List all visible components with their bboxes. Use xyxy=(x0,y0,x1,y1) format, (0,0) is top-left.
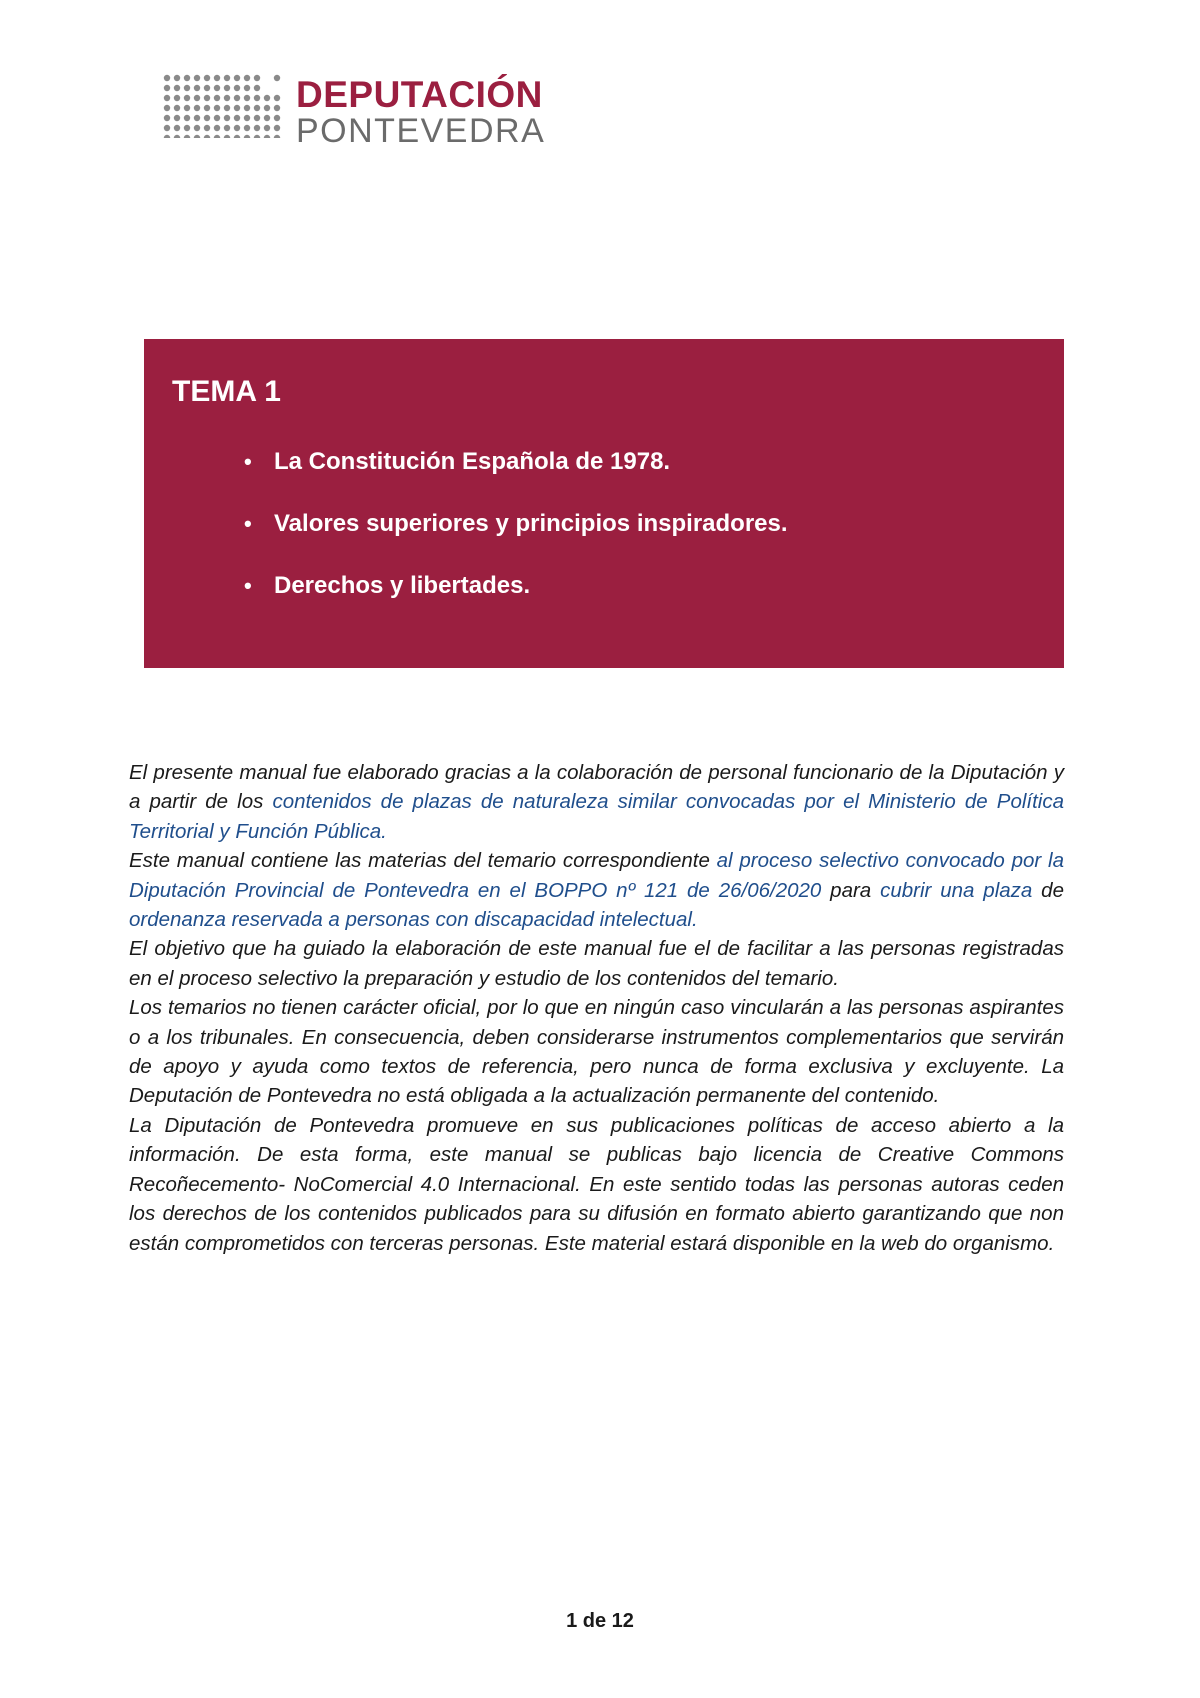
logo-dot xyxy=(264,135,270,138)
logo-dot xyxy=(274,75,280,81)
logo-dot xyxy=(224,75,230,81)
logo-dot xyxy=(234,125,240,131)
logo-dot xyxy=(164,75,170,81)
logo-dot xyxy=(234,85,240,91)
logo-dot xyxy=(174,115,180,121)
logo-dot xyxy=(174,75,180,81)
paragraph-scope xyxy=(129,846,1064,934)
logo-dot xyxy=(244,95,250,101)
link-ministerio-contents[interactable]: contenidos de plazas de naturaleza similar convocadas por el Ministerio de Política Territorial y Función Pública. xyxy=(129,790,1064,843)
tema-topic-label: Valores superiores y principios inspiradores. xyxy=(274,510,788,537)
logo-dot xyxy=(224,125,230,131)
logo-dot xyxy=(164,135,170,138)
logo-dot xyxy=(254,105,260,111)
scope-text-de: de xyxy=(1032,878,1064,902)
logo-dot xyxy=(244,125,250,131)
logo-dot xyxy=(174,85,180,91)
logo-dot xyxy=(194,135,200,138)
logo-dot xyxy=(274,125,280,131)
logo-dot xyxy=(204,85,210,91)
tema-topic-label: Derechos y libertades. xyxy=(274,572,531,599)
logo-dot xyxy=(204,115,210,121)
logo-dot xyxy=(184,85,190,91)
logo-dot xyxy=(264,115,270,121)
logo-dot xyxy=(174,95,180,101)
logo-dot xyxy=(204,135,210,138)
logo-dot xyxy=(164,85,170,91)
logo-dot xyxy=(194,75,200,81)
logo-dot xyxy=(184,95,190,101)
scope-text: Este manual contiene las materias del temario correspondiente xyxy=(129,849,717,873)
paragraph-objective: El objetivo que ha guiado la elaboración de este manual fue el de facilitar a las personas registradas en el proceso selectivo la preparación y estudio de los contenidos del temario. xyxy=(129,937,1064,990)
logo-dot xyxy=(174,135,180,138)
bullet-icon: • xyxy=(244,511,252,536)
logo-dot xyxy=(174,125,180,131)
logo-dot xyxy=(234,75,240,81)
tema-banner xyxy=(144,339,1064,668)
logo-dot xyxy=(244,135,250,138)
logo-dot xyxy=(184,135,190,138)
logo-dot xyxy=(194,125,200,131)
tema-topic-label: La Constitución Española de 1978. xyxy=(274,448,671,475)
paragraph-license: La Diputación de Pontevedra promueve en sus publicaciones políticas de acceso abierto a la información. De esta forma, este manual se publicas bajo licencia de Creative Commons Recoñecemento- NoComercial 4.0 Internacional. En este sentido todas las personas autoras ceden los derechos de los contenidos publicados para su difusión en formato abierto garantizando que non están comprometidos con terceras personas. Este material estará disponible en la web do organismo. xyxy=(129,1113,1064,1255)
tema-topic-item xyxy=(244,447,788,509)
logo-dot xyxy=(184,75,190,81)
dot-grid-logo-icon xyxy=(162,74,286,138)
manual-disclaimer xyxy=(129,758,1064,1258)
logo-dot xyxy=(194,95,200,101)
logo-dot xyxy=(184,115,190,121)
logo-dot xyxy=(274,115,280,121)
logo-dot xyxy=(214,135,220,138)
logo-dot xyxy=(214,95,220,101)
logo-dot xyxy=(234,95,240,101)
logo-dot xyxy=(264,105,270,111)
tema-title: TEMA 1 xyxy=(172,375,281,408)
link-ordenanza[interactable]: ordenanza reservada a personas con discapacidad intelectual. xyxy=(129,908,698,932)
logo-dot xyxy=(214,125,220,131)
link-proceso-selectivo[interactable]: al proceso selectivo convocado por la Diputación Provincial de Pontevedra en el BOPPO nº 121 de 26/06/2020 xyxy=(129,849,1064,902)
logo-dot xyxy=(224,135,230,138)
logo-dot xyxy=(194,105,200,111)
logo-line-deputacion: DEPUTACIÓN xyxy=(296,74,543,115)
bullet-icon: • xyxy=(244,573,252,598)
logo-dot xyxy=(164,105,170,111)
logo-dot xyxy=(254,125,260,131)
logo-dot xyxy=(224,105,230,111)
logo-dot xyxy=(254,135,260,138)
logo-dot xyxy=(204,95,210,101)
paragraph-non-official: Los temarios no tienen carácter oficial, por lo que en ningún caso vincularán a las personas aspirantes o a los tribunales. En consecuencia, deben considerarse instrumentos complementarios que servirán de apoyo y ayuda como textos de referencia, pero nunca de forma exclusiva y excluyente. La Deputación de Pontevedra no está obligada a la actualización permanente del contenido. xyxy=(129,996,1064,1108)
logo-dot xyxy=(214,85,220,91)
logo-dot xyxy=(254,75,260,81)
link-cubrir-plaza[interactable]: cubrir una plaza xyxy=(880,878,1033,902)
logo-dot xyxy=(244,85,250,91)
logo-dot xyxy=(224,85,230,91)
logo-dot xyxy=(224,95,230,101)
logo-dot xyxy=(264,125,270,131)
logo-dot xyxy=(194,115,200,121)
logo-dot xyxy=(204,75,210,81)
logo-dot xyxy=(234,115,240,121)
logo-dot xyxy=(274,105,280,111)
logo-dot xyxy=(214,105,220,111)
tema-topic-item xyxy=(244,509,788,571)
logo-dot xyxy=(214,75,220,81)
logo-dot xyxy=(244,115,250,121)
logo-dot xyxy=(204,125,210,131)
logo-dot xyxy=(274,135,280,138)
logo-dot xyxy=(164,125,170,131)
intro-text: El presente manual fue elaborado gracias a la colaboración de personal funcionario de la Diputación y a partir de los xyxy=(129,761,1064,814)
tema-topic-list xyxy=(244,447,788,633)
logo-dot xyxy=(244,75,250,81)
logo-dot xyxy=(254,115,260,121)
logo-dot xyxy=(264,95,270,101)
logo-dot xyxy=(204,105,210,111)
logo-line-pontevedra: PONTEVEDRA xyxy=(296,112,546,150)
logo-dot xyxy=(174,105,180,111)
logo-dot xyxy=(274,95,280,101)
page-number: 1 de 12 xyxy=(566,1610,634,1632)
logo-dot xyxy=(214,115,220,121)
logo-dot xyxy=(244,105,250,111)
logo-dot xyxy=(254,85,260,91)
logo-wordmark xyxy=(296,76,545,148)
logo-dot xyxy=(194,85,200,91)
logo-dot xyxy=(184,105,190,111)
logo-dot xyxy=(234,105,240,111)
logo-dot xyxy=(184,125,190,131)
bullet-icon: • xyxy=(244,449,252,474)
logo-dot xyxy=(254,95,260,101)
logo-dot xyxy=(164,95,170,101)
tema-topic-item xyxy=(244,571,788,633)
logo-dot xyxy=(224,115,230,121)
paragraph-intro xyxy=(129,758,1064,846)
logo-dot xyxy=(234,135,240,138)
scope-text-para: para xyxy=(821,878,881,902)
logo-dot xyxy=(164,115,170,121)
